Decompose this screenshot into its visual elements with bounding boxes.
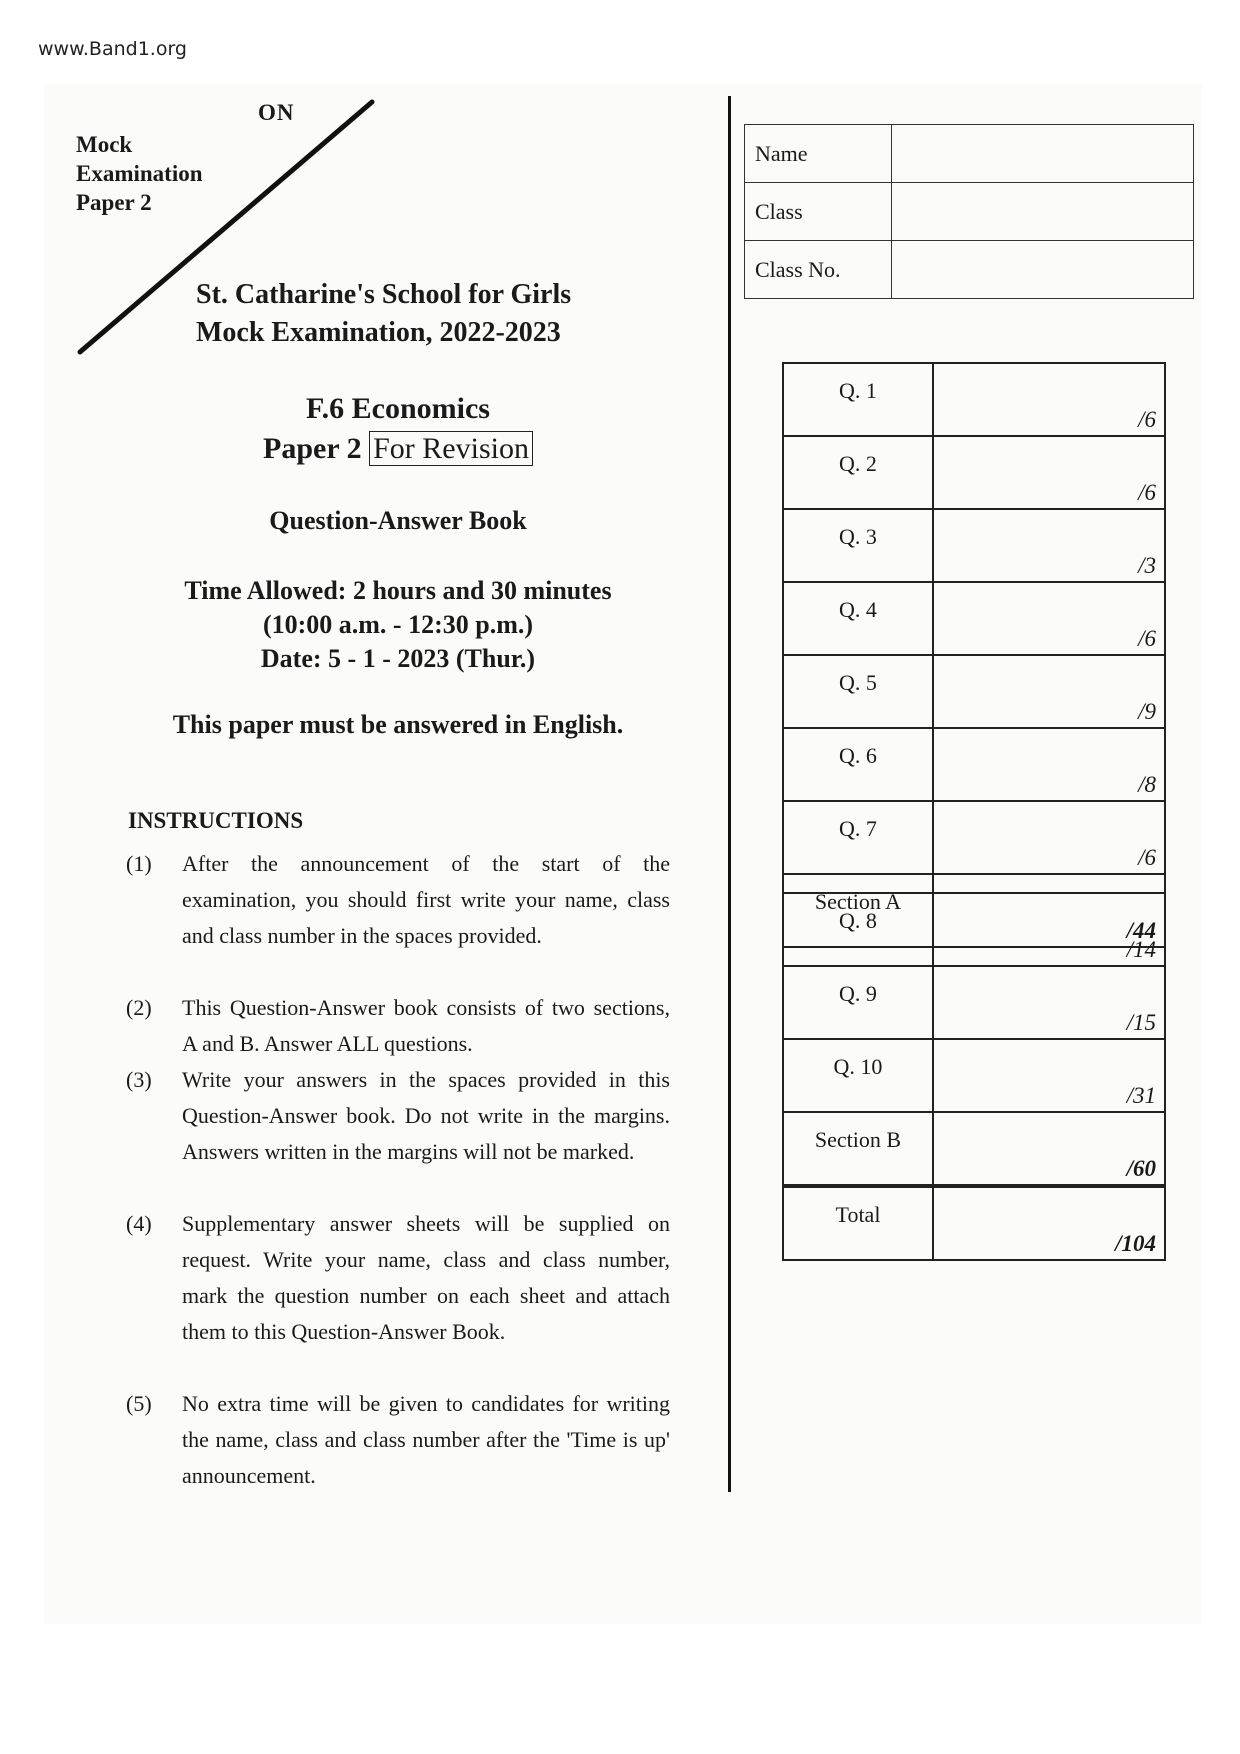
section-b-score-table — [782, 892, 1166, 1186]
score-row — [783, 966, 1165, 1039]
max-marks: /31 — [1126, 1083, 1156, 1108]
info-row-class — [745, 183, 1194, 241]
subject-title: F.6 Economics — [306, 392, 490, 425]
school-name: St. Catharine's School for Girls — [196, 279, 572, 310]
score-row — [783, 509, 1165, 582]
max-marks: /15 — [1126, 1010, 1156, 1035]
time-block — [88, 574, 708, 676]
instruction-text: No extra time will be given to candidates for writing the name, class and class number after the 'Time is up' announcement. — [182, 1391, 670, 1488]
instruction-text: Supplementary answer sheets will be supplied on request. Write your name, class and class number, mark the question number on each sheet and attach them to this Question-Answer Book. — [182, 1211, 670, 1344]
question-label: Q. 7 — [783, 801, 933, 874]
score-row — [783, 728, 1165, 801]
max-marks: /44 — [1126, 918, 1156, 943]
exam-date: Date: 5 - 1 - 2023 (Thur.) — [260, 644, 536, 673]
instruction-text: Write your answers in the spaces provided in this Question-Answer book. Do not write in the margins. Answers written in the margins will not be marked. — [182, 1067, 670, 1164]
vertical-divider — [728, 96, 731, 1492]
question-label: Q. 5 — [783, 655, 933, 728]
score-cell[interactable] — [933, 436, 1165, 509]
section-b-label: Section B — [783, 1112, 933, 1185]
instruction-item — [126, 990, 670, 1062]
section-a-score-table — [782, 362, 1166, 948]
section-b-score-cell[interactable] — [933, 1112, 1165, 1185]
corner-line: Paper 2 — [76, 190, 152, 215]
instruction-number: (2) — [126, 995, 152, 1020]
question-label: Q. 8 — [783, 893, 933, 966]
instruction-text: This Question-Answer book consists of two sections, A and B. Answer ALL questions. — [182, 995, 670, 1056]
score-cell[interactable] — [933, 966, 1165, 1039]
info-label: Name — [745, 125, 892, 183]
score-row — [783, 893, 1165, 966]
subtotal-row — [783, 1112, 1165, 1185]
max-marks: /60 — [1126, 1156, 1156, 1181]
question-label: Q. 9 — [783, 966, 933, 1039]
corner-line: Examination — [76, 161, 203, 186]
instruction-item — [126, 1206, 670, 1350]
total-score-cell[interactable] — [933, 1187, 1165, 1260]
instruction-item — [126, 1386, 670, 1494]
max-marks: /3 — [1138, 553, 1156, 578]
info-row-class-no — [745, 241, 1194, 299]
score-cell[interactable] — [933, 1039, 1165, 1112]
question-label: Q. 1 — [783, 363, 933, 436]
student-info-table — [744, 124, 1194, 299]
corner-label — [76, 130, 203, 217]
name-field[interactable] — [892, 125, 1194, 183]
corner-fragment-text: ON — [258, 100, 295, 125]
max-marks: /9 — [1138, 699, 1156, 724]
score-cell[interactable] — [933, 801, 1165, 874]
question-label: Q. 6 — [783, 728, 933, 801]
school-header — [196, 276, 571, 352]
total-score-table — [782, 1186, 1166, 1261]
max-marks: /14 — [1126, 937, 1156, 962]
class-field[interactable] — [892, 183, 1194, 241]
book-type: Question-Answer Book — [269, 506, 527, 535]
revision-tag: For Revision — [369, 431, 533, 466]
total-row — [783, 1187, 1165, 1260]
score-row — [783, 582, 1165, 655]
max-marks: /6 — [1138, 407, 1156, 432]
instruction-number: (1) — [126, 851, 152, 876]
corner-line: Mock — [76, 132, 133, 157]
instruction-text: After the announcement of the start of the examination, you should first write your name, class and class number in the spaces provided. — [182, 851, 670, 948]
instruction-item — [126, 846, 670, 954]
score-cell[interactable] — [933, 509, 1165, 582]
score-row — [783, 655, 1165, 728]
max-marks: /6 — [1138, 845, 1156, 870]
question-label: Q. 2 — [783, 436, 933, 509]
exam-title: Mock Examination, 2022-2023 — [196, 317, 561, 348]
max-marks: /6 — [1138, 626, 1156, 651]
score-cell[interactable] — [933, 893, 1165, 966]
info-row-name — [745, 125, 1194, 183]
class-no-field[interactable] — [892, 241, 1194, 299]
score-row — [783, 801, 1165, 874]
language-note: This paper must be answered in English. — [172, 710, 624, 739]
info-label: Class — [745, 183, 892, 241]
total-label: Total — [783, 1187, 933, 1260]
paper-label: Paper 2 — [263, 432, 362, 465]
instruction-item — [126, 1062, 670, 1170]
score-cell[interactable] — [933, 363, 1165, 436]
question-label: Q. 4 — [783, 582, 933, 655]
max-marks: /104 — [1115, 1231, 1156, 1256]
score-cell[interactable] — [933, 582, 1165, 655]
max-marks: /6 — [1138, 480, 1156, 505]
time-allowed: Time Allowed: 2 hours and 30 minutes — [184, 576, 612, 605]
score-cell[interactable] — [933, 728, 1165, 801]
max-marks: /8 — [1138, 772, 1156, 797]
score-row — [783, 363, 1165, 436]
question-label: Q. 10 — [783, 1039, 933, 1112]
score-row — [783, 436, 1165, 509]
instruction-number: (5) — [126, 1391, 152, 1416]
website-watermark: www.Band1.org — [38, 38, 187, 60]
question-label: Q. 3 — [783, 509, 933, 582]
time-range: (10:00 a.m. - 12:30 p.m.) — [262, 610, 534, 639]
info-label: Class No. — [745, 241, 892, 299]
instructions-heading: INSTRUCTIONS — [128, 808, 304, 833]
score-cell[interactable] — [933, 655, 1165, 728]
instruction-number: (3) — [126, 1067, 152, 1092]
section-a-label: Section A — [783, 874, 933, 947]
score-row — [783, 1039, 1165, 1112]
paper-line — [88, 432, 708, 466]
instruction-number: (4) — [126, 1211, 152, 1236]
